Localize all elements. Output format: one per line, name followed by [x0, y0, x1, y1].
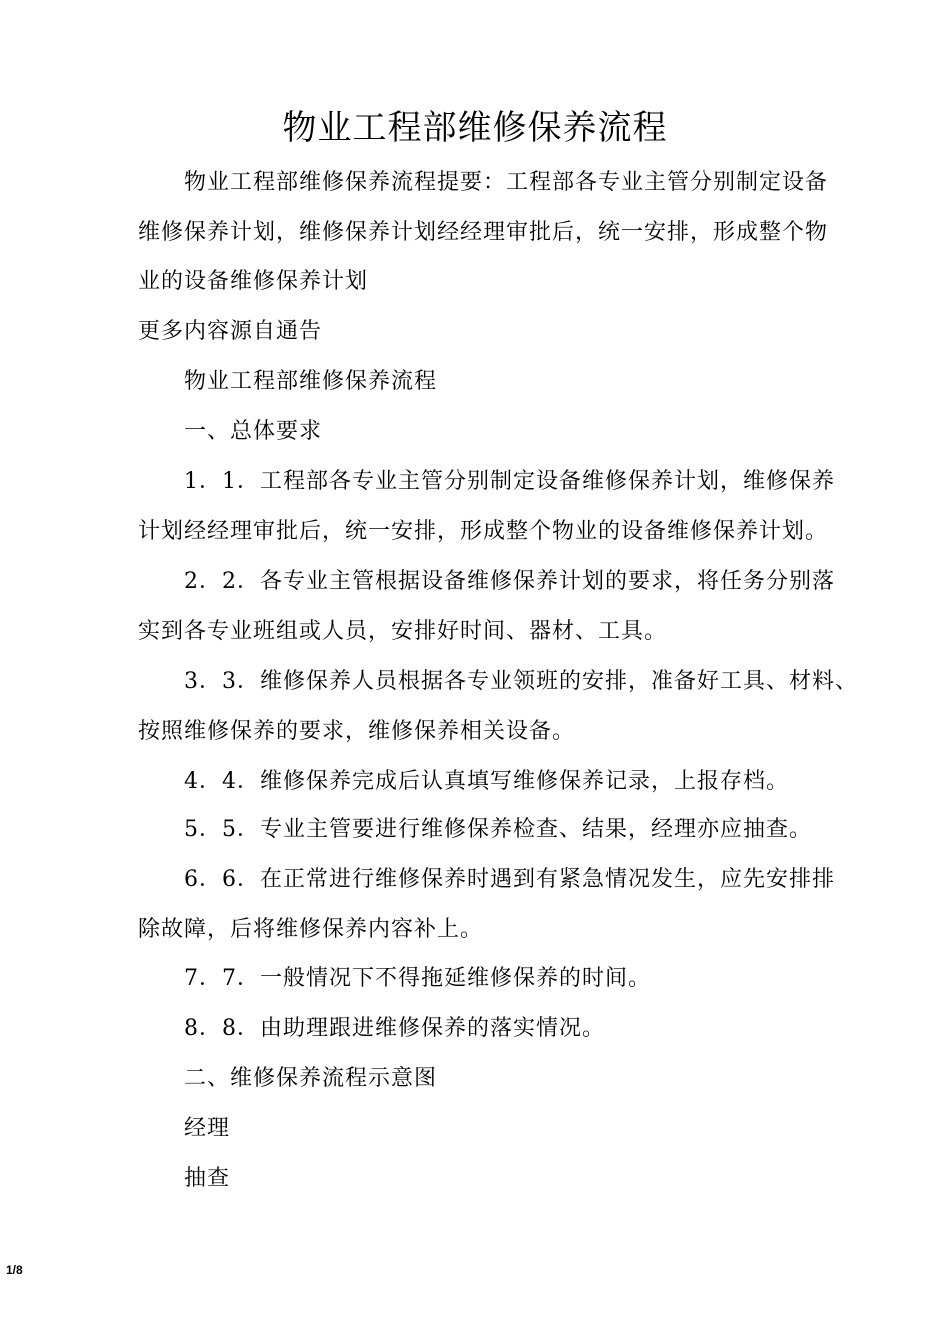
list-item-line: 8．8．由助理跟进维修保养的落实情况。	[184, 1016, 605, 1041]
paragraph-line: 物业工程部维修保养流程	[184, 369, 438, 394]
paragraph-line: 维修保养计划，维修保养计划经经理审批后，统一安排，形成整个物	[138, 220, 829, 245]
list-item-line: 实到各专业班组或人员，安排好时间、器材、工具。	[138, 619, 668, 644]
page-number: 1/8	[6, 1263, 23, 1277]
list-item-line: 1．1．工程部各专业主管分别制定设备维修保养计划，维修保养	[184, 469, 835, 494]
section-heading: 二、维修保养流程示意图	[184, 1066, 438, 1091]
diagram-label: 经理	[184, 1116, 231, 1141]
paragraph-line: 物业工程部维修保养流程提要：工程部各专业主管分别制定设备	[184, 170, 829, 195]
diagram-label: 抽查	[184, 1166, 231, 1191]
list-item-line: 5．5．专业主管要进行维修保养检查、结果，经理亦应抽查。	[184, 817, 812, 842]
list-item-line: 6．6．在正常进行维修保养时遇到有紧急情况发生，应先安排排	[184, 867, 835, 892]
list-item-line: 2．2．各专业主管根据设备维修保养计划的要求，将任务分别落	[184, 569, 835, 594]
section-heading: 一、总体要求	[184, 419, 323, 444]
list-item-line: 按照维修保养的要求，维修保养相关设备。	[138, 719, 576, 744]
list-item-line: 计划经经理审批后，统一安排，形成整个物业的设备维修保养计划。	[138, 519, 829, 544]
list-item-line: 除故障，后将维修保养内容补上。	[138, 917, 484, 942]
paragraph-line: 业的设备维修保养计划	[138, 269, 369, 294]
list-item-line: 3．3．维修保养人员根据各专业领班的安排，准备好工具、材料、	[184, 669, 858, 694]
document-title: 物业工程部维修保养流程	[282, 108, 668, 148]
list-item-line: 7．7．一般情况下不得拖延维修保养的时间。	[184, 966, 651, 991]
list-item-line: 4．4．维修保养完成后认真填写维修保养记录，上报存档。	[184, 769, 789, 794]
paragraph-line: 更多内容源自通告	[138, 319, 323, 344]
